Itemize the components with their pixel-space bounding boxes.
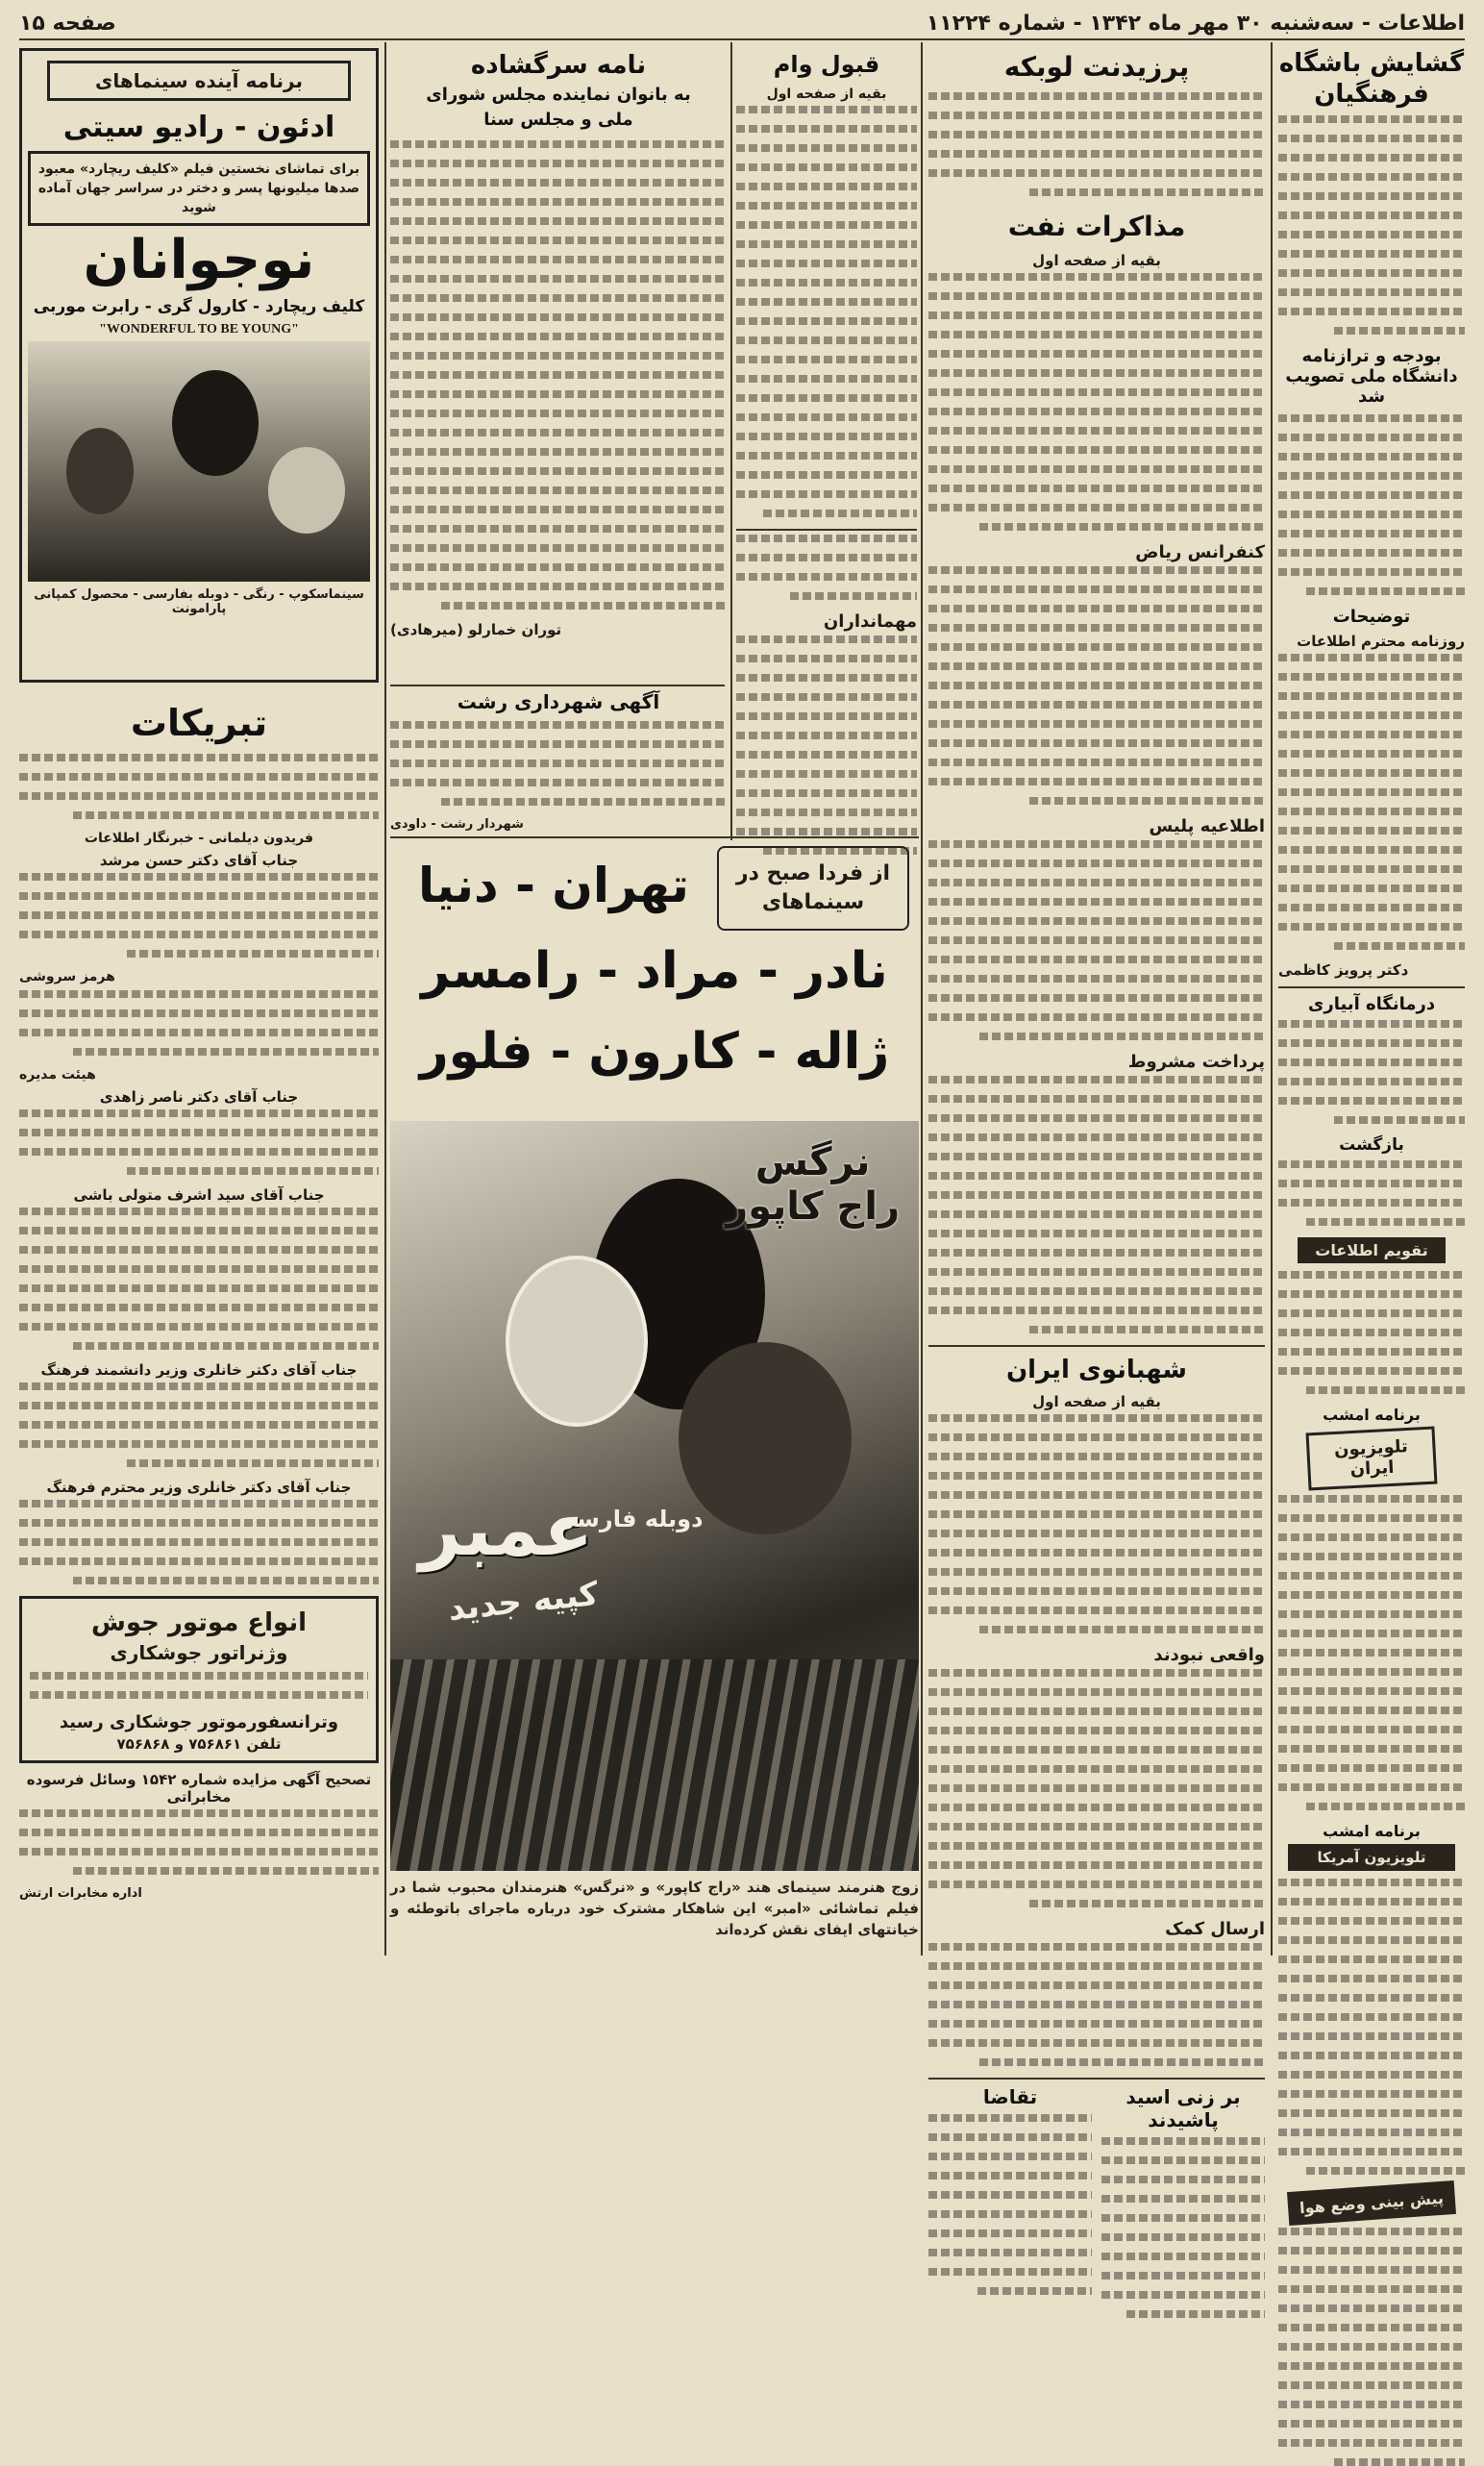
open-letter-article bbox=[390, 48, 727, 683]
loan-article bbox=[736, 48, 917, 798]
open-letter-text bbox=[390, 140, 727, 610]
congrats-text-2 bbox=[19, 873, 379, 958]
divider bbox=[736, 529, 917, 531]
photo-singer bbox=[172, 370, 259, 476]
tv-us-schedule bbox=[1278, 1879, 1465, 2175]
clinic-headline: درمانگاه آبیاری bbox=[1307, 994, 1436, 1014]
guests-subhead: مهمانداران bbox=[823, 611, 917, 632]
aid-text bbox=[928, 1943, 1265, 2066]
poster-title-raj-kapoor: راج کاپور bbox=[726, 1184, 900, 1229]
open-letter-subhead: به بانوان نماینده مجلس شورای ملی و مجلس سنا bbox=[426, 85, 691, 130]
motor-subtitle: وژنراتور جوشکاری bbox=[110, 1641, 288, 1664]
return-text bbox=[1278, 1160, 1465, 1226]
weather-banner: پیش بینی وضع هوا bbox=[1287, 2180, 1456, 2226]
refugees-subhead: واقعی نبودند bbox=[1153, 1645, 1265, 1665]
congrats-headline: تبریکات bbox=[130, 702, 268, 744]
guests-text bbox=[736, 635, 917, 855]
tonight-heading-2: برنامه امشب bbox=[1323, 1822, 1421, 1840]
column-2 bbox=[928, 48, 1265, 2131]
congrats-signature-2: هرمز سروشی bbox=[19, 969, 115, 984]
programme-english-title: "WONDERFUL TO BE YOUNG" bbox=[99, 322, 299, 336]
calendar-banner: تقویم اطلاعات bbox=[1298, 1237, 1446, 1263]
tv-iran-logo: تلویزیون ایران bbox=[1306, 1427, 1438, 1491]
aid-subhead: ارسال کمک bbox=[1165, 1919, 1265, 1939]
programme-cinemas: ادئون - رادیو سیتی bbox=[62, 111, 335, 144]
masthead-issue: اطلاعات - سه‌شنبه ۳۰ مهر ماه ۱۳۴۲ - شماره ۱۱۲۲۴ bbox=[926, 11, 1465, 36]
acid-text bbox=[1101, 2137, 1265, 2318]
teenagers-film-advert bbox=[19, 48, 379, 683]
demand-article bbox=[928, 2085, 1092, 2329]
poster-title-nargis: نرگس bbox=[754, 1140, 871, 1184]
open-letter-headline: نامه سرگشاده bbox=[470, 51, 647, 80]
congrats-heading-5: جناب آقای سید اشرف متولی باشی bbox=[73, 1186, 325, 1204]
police-text bbox=[928, 840, 1265, 1040]
clarification-subhead: روزنامه محترم اطلاعات bbox=[1297, 633, 1465, 650]
budget-headline: بودجه و ترازنامه دانشگاه ملی تصویب شد bbox=[1285, 346, 1458, 407]
clarification-signature: دکتر پرویز کاظمی bbox=[1278, 961, 1409, 979]
masthead bbox=[19, 8, 1465, 40]
poster-dubbing: دوبله فارسی bbox=[554, 1506, 704, 1532]
conference-text bbox=[928, 566, 1265, 805]
congrats-signature-1: فریدون دیلمانی - خبرنگار اطلاعات bbox=[84, 831, 314, 846]
cinema-names: تهران - دنیا bbox=[418, 858, 689, 913]
oil-headline: مذاکرات نفت bbox=[1007, 211, 1186, 242]
congrats-text-1 bbox=[19, 754, 379, 819]
return-headline: بازگشت bbox=[1339, 1135, 1404, 1155]
oil-text bbox=[928, 273, 1265, 531]
acid-article bbox=[1101, 2085, 1265, 2329]
poster-caption: زوج هنرمند سینمای هند «راج کاپور» و «نرگس» هنرمندان محبوب شما در فیلم تماشائی «امبر» این شاهکار مشترک خود درباره ماجرای باتوطئه و خیانتهای ایفای نقش کرده‌اند bbox=[390, 1879, 919, 1938]
congrats-heading-7: جناب آقای دکتر خانلری وزیر محترم فرهنگ bbox=[46, 1479, 352, 1496]
congrats-signature-3: هیئت مدیره bbox=[19, 1067, 96, 1083]
poster-battle-scene bbox=[390, 1659, 919, 1871]
correction-heading: تصحیح آگهی مزایده شماره ۱۵۴۲ وسائل فرسوده مخابراتی bbox=[26, 1771, 372, 1806]
open-letter-signature: توران خمارلو (میرهادی) bbox=[390, 621, 562, 638]
motor-title: انواع موتور جوش bbox=[90, 1608, 308, 1637]
poster-new-copy: کپیه جدید bbox=[446, 1574, 601, 1630]
programme-promo: برای تماشای نخستین فیلم «کلیف ریچارد» معبود صدها میلیونها پسر و دختر در سراسر جهان آماده شوید bbox=[28, 151, 370, 226]
notice-text bbox=[736, 535, 917, 600]
police-subhead: اطلاعیه پلیس bbox=[1149, 816, 1265, 836]
refugees-text bbox=[928, 1669, 1265, 1907]
budget-text bbox=[1278, 414, 1465, 595]
programme-film-title: نوجوانان bbox=[83, 229, 315, 291]
welding-motor-advert bbox=[19, 1596, 379, 1763]
programme-stars: کلیف ریچارد - کارول گری - رابرت موربی bbox=[33, 297, 365, 316]
demand-text bbox=[928, 2114, 1092, 2295]
rasht-signature: شهردار رشت - داودی bbox=[390, 817, 524, 832]
conference-subhead: کنفرانس ریاض bbox=[1135, 542, 1265, 562]
cinema-list-2: ژاله - کارون - فلور bbox=[419, 1023, 890, 1081]
conditional-payment-text bbox=[928, 1076, 1265, 1333]
weather-text bbox=[1278, 2228, 1465, 2466]
divider bbox=[928, 2078, 1265, 2080]
queen-headline: شهبانوی ایران bbox=[1005, 1356, 1187, 1384]
queen-text bbox=[928, 1414, 1265, 1633]
photo-woman bbox=[268, 447, 345, 534]
from-tomorrow-box: از فردا صبح در سینماهای bbox=[717, 846, 909, 931]
poster-film-title: عمبر bbox=[419, 1486, 594, 1572]
motor-subtitle-2: وترانسفورموتور جوشکاری رسید bbox=[59, 1712, 339, 1732]
column-rule bbox=[384, 42, 386, 1955]
clinic-text bbox=[1278, 1020, 1465, 1124]
column-rule bbox=[1271, 42, 1273, 1955]
column-1 bbox=[1278, 48, 1465, 2218]
correction-text bbox=[19, 1809, 379, 1875]
film-poster bbox=[390, 1121, 919, 1871]
congrats-text-6 bbox=[19, 1382, 379, 1467]
divider bbox=[1278, 986, 1465, 988]
congrats-text-4 bbox=[19, 1109, 379, 1175]
photo-crowd bbox=[66, 428, 134, 514]
lubke-text bbox=[928, 92, 1265, 196]
correction-signature: اداره مخابرات ارتش bbox=[19, 1886, 142, 1901]
oil-subhead: بقیه از صفحه اول bbox=[1032, 252, 1161, 269]
tv-iran-schedule bbox=[1278, 1495, 1465, 1810]
cinema-list-1: نادر - مراد - رامسر bbox=[421, 942, 888, 1000]
tonight-heading-1: برنامه امشب bbox=[1323, 1406, 1421, 1424]
column-rule bbox=[921, 42, 923, 1955]
congrats-heading-2: جناب آقای دکتر حسن مرشد bbox=[99, 852, 299, 869]
poster-figure-portrait bbox=[506, 1256, 648, 1427]
clarification-text bbox=[1278, 654, 1465, 950]
programme-footer: سینماسکوپ - رنگی - دوبله بفارسی - محصول کمپانی پارامونت bbox=[34, 587, 364, 616]
divider bbox=[928, 1345, 1265, 1347]
congrats-text-3 bbox=[19, 990, 379, 1056]
clarification-headline: توضیحات bbox=[1332, 607, 1411, 627]
congrats-heading-6: جناب آقای دکتر خانلری وزیر دانشمند فرهنگ bbox=[40, 1361, 358, 1379]
rasht-text bbox=[390, 721, 727, 806]
acid-headline: بر زنی اسید پاشیدند bbox=[1125, 2085, 1241, 2131]
cinema-advert bbox=[390, 842, 919, 1948]
tv-us-logo: تلویزیون آمریکا bbox=[1288, 1844, 1455, 1871]
lubke-headline: پرزیدنت لوبکه bbox=[1003, 51, 1190, 83]
divider bbox=[390, 685, 725, 686]
conditional-payment-subhead: پرداخت مشروط bbox=[1127, 1052, 1265, 1072]
column-rule bbox=[730, 42, 732, 840]
loan-text bbox=[736, 106, 917, 517]
divider bbox=[390, 836, 919, 838]
congrats-text-5 bbox=[19, 1208, 379, 1350]
rasht-notice bbox=[390, 690, 727, 834]
loan-headline: قبول وام bbox=[773, 51, 880, 78]
calendar-text bbox=[1278, 1271, 1465, 1394]
masthead-page-number: صفحه ۱۵ bbox=[19, 11, 116, 36]
queen-subhead: بقیه از صفحه اول bbox=[1032, 1393, 1161, 1410]
motor-text bbox=[30, 1672, 368, 1699]
demand-headline: تقاضا bbox=[982, 2085, 1038, 2108]
poster-figure-woman bbox=[679, 1342, 852, 1534]
loan-subhead: بقیه از صفحه اول bbox=[766, 87, 887, 102]
motor-phone: تلفن ۷۵۶۸۶۱ و ۷۵۶۸۶۸ bbox=[116, 1735, 282, 1753]
club-headline: گشایش باشگاه فرهنگیان bbox=[1278, 49, 1465, 109]
congrats-text-7 bbox=[19, 1500, 379, 1584]
congrats-heading-4: جناب آقای دکتر ناصر زاهدی bbox=[99, 1088, 299, 1106]
column-4 bbox=[19, 48, 379, 1961]
club-text bbox=[1278, 115, 1465, 335]
rasht-headline: آگهی شهرداری رشت bbox=[457, 690, 660, 713]
programme-photo bbox=[28, 341, 370, 582]
programme-heading: برنامه آینده سینماهای bbox=[47, 61, 351, 101]
